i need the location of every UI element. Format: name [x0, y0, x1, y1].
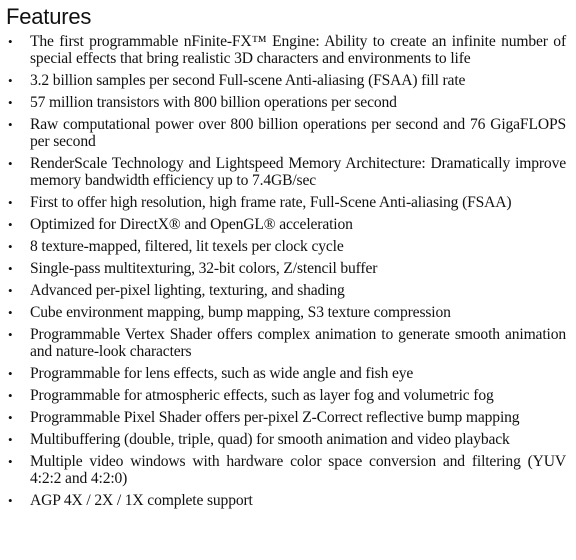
feature-text: 8 texture-mapped, filtered, lit texels per clock cycle	[30, 238, 344, 255]
bullet-icon: •	[8, 493, 13, 508]
feature-text: Programmable for atmospheric effects, such as layer fog and volumetric fog	[30, 387, 494, 404]
feature-text: Programmable for lens effects, such as wide angle and fish eye	[30, 365, 414, 382]
feature-text: Single-pass multitexturing, 32-bit colors, Z/stencil buffer	[30, 260, 378, 277]
feature-text: AGP 4X / 2X / 1X complete support	[30, 492, 253, 509]
feature-item	[6, 94, 566, 111]
feature-text: Optimized for DirectX® and OpenGL® acceleration	[30, 216, 353, 233]
feature-text: Programmable Vertex Shader offers complex animation to generate smooth animation and nature-look characters	[30, 326, 566, 360]
feature-text: 57 million transistors with 800 billion operations per second	[30, 94, 397, 111]
features-heading: Features	[6, 4, 92, 29]
bullet-icon: •	[8, 195, 13, 210]
feature-text: Raw computational power over 800 billion operations per second and 76 GigaFLOPS per second	[30, 116, 566, 150]
bullet-icon: •	[8, 283, 13, 298]
bullet-icon: •	[8, 327, 13, 342]
feature-text: The first programmable nFinite-FX™ Engine: Ability to create an infinite number of special effects that bring realistic 3D characters and environments to life	[30, 33, 566, 67]
bullet-icon: •	[8, 305, 13, 320]
bullet-icon: •	[8, 34, 13, 49]
bullet-icon: •	[8, 432, 13, 447]
bullet-icon: •	[8, 388, 13, 403]
bullet-icon: •	[8, 454, 13, 469]
feature-item	[6, 326, 566, 360]
feature-item	[6, 431, 566, 448]
feature-item	[6, 194, 566, 211]
bullet-icon: •	[8, 239, 13, 254]
feature-item	[6, 409, 566, 426]
feature-item	[6, 155, 566, 189]
feature-item	[6, 365, 566, 382]
feature-text: Programmable Pixel Shader offers per-pixel Z-Correct reflective bump mapping	[30, 409, 520, 426]
feature-item	[6, 282, 566, 299]
bullet-icon: •	[8, 156, 13, 171]
feature-item	[6, 260, 566, 277]
feature-item	[6, 116, 566, 150]
bullet-icon: •	[8, 73, 13, 88]
feature-item	[6, 33, 566, 67]
features-list	[6, 33, 566, 509]
feature-item	[6, 72, 566, 89]
feature-item	[6, 453, 566, 487]
feature-text: RenderScale Technology and Lightspeed Memory Architecture: Dramatically improve memory bandwidth efficiency up to 7.4GB/sec	[30, 155, 566, 189]
feature-item	[6, 238, 566, 255]
bullet-icon: •	[8, 95, 13, 110]
bullet-icon: •	[8, 410, 13, 425]
feature-item	[6, 492, 566, 509]
feature-text: Multiple video windows with hardware color space conversion and filtering (YUV 4:2:2 and 4:2:0)	[30, 453, 566, 487]
feature-text: 3.2 billion samples per second Full-scene Anti-aliasing (FSAA) fill rate	[30, 72, 466, 89]
bullet-icon: •	[8, 117, 13, 132]
feature-text: First to offer high resolution, high frame rate, Full-Scene Anti-aliasing (FSAA)	[30, 194, 512, 211]
feature-text: Cube environment mapping, bump mapping, S3 texture compression	[30, 304, 451, 321]
bullet-icon: •	[8, 261, 13, 276]
bullet-icon: •	[8, 217, 13, 232]
bullet-icon: •	[8, 366, 13, 381]
feature-item	[6, 304, 566, 321]
feature-text: Multibuffering (double, triple, quad) for smooth animation and video playback	[30, 431, 510, 448]
feature-text: Advanced per-pixel lighting, texturing, and shading	[30, 282, 345, 299]
feature-item	[6, 387, 566, 404]
feature-item	[6, 216, 566, 233]
